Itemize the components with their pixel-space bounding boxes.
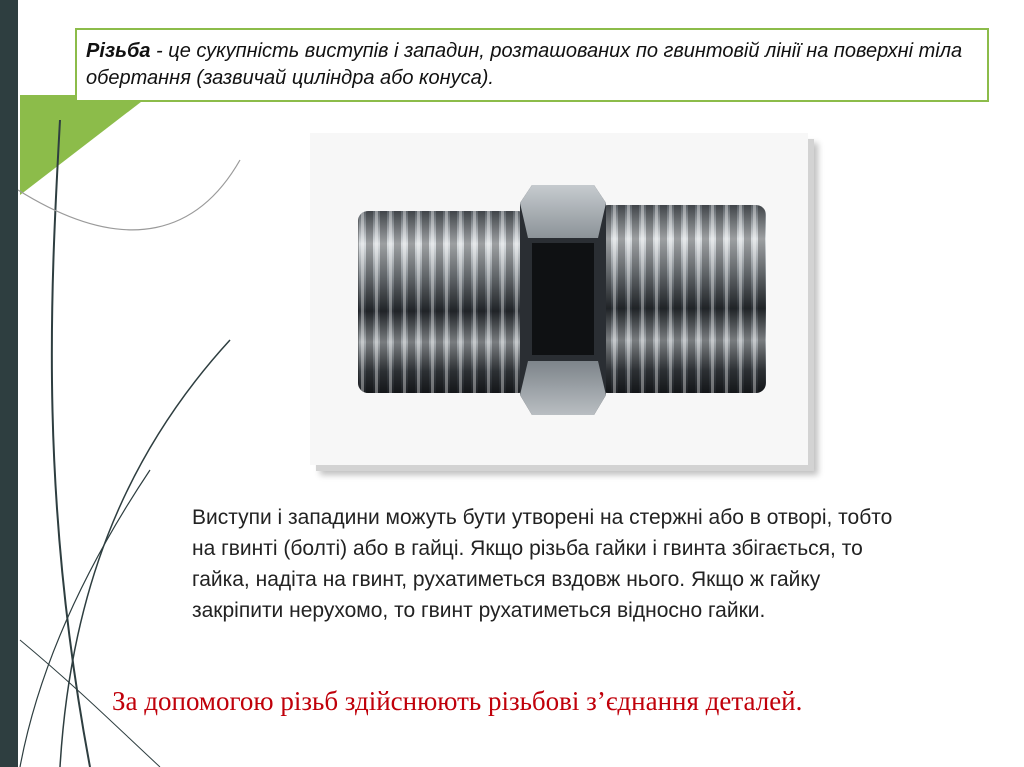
deco-line-4 xyxy=(20,470,150,767)
threaded-fitting-illustration xyxy=(310,133,808,465)
definition-body: - це сукупність виступів і западин, розташованих по гвинтовій лінії на поверхні тіла обертання (зазвичай циліндра або конуса). xyxy=(86,40,963,89)
green-triangle-marker xyxy=(20,95,150,195)
conclusion-text: За допомогою різьб здійснюють різьбові з’єднання деталей. xyxy=(112,686,803,716)
fitting-photo xyxy=(310,133,808,465)
definition-term: Різьба xyxy=(86,40,151,62)
definition-text xyxy=(86,38,966,92)
body-paragraph: Виступи і западини можуть бути утворені на стержні або в отворі, тобто на гвинті (болті) або в гайці. Якщо різьба гайки і гвинта збігається, то гайка, надіта на гвинт, рухатиметься вздовж нього. Якщо ж гайку закріпити нерухомо, то гвинт рухатиметься відносно гайки. xyxy=(192,506,893,622)
decorative-lines xyxy=(0,0,260,767)
definition-box xyxy=(75,28,989,102)
